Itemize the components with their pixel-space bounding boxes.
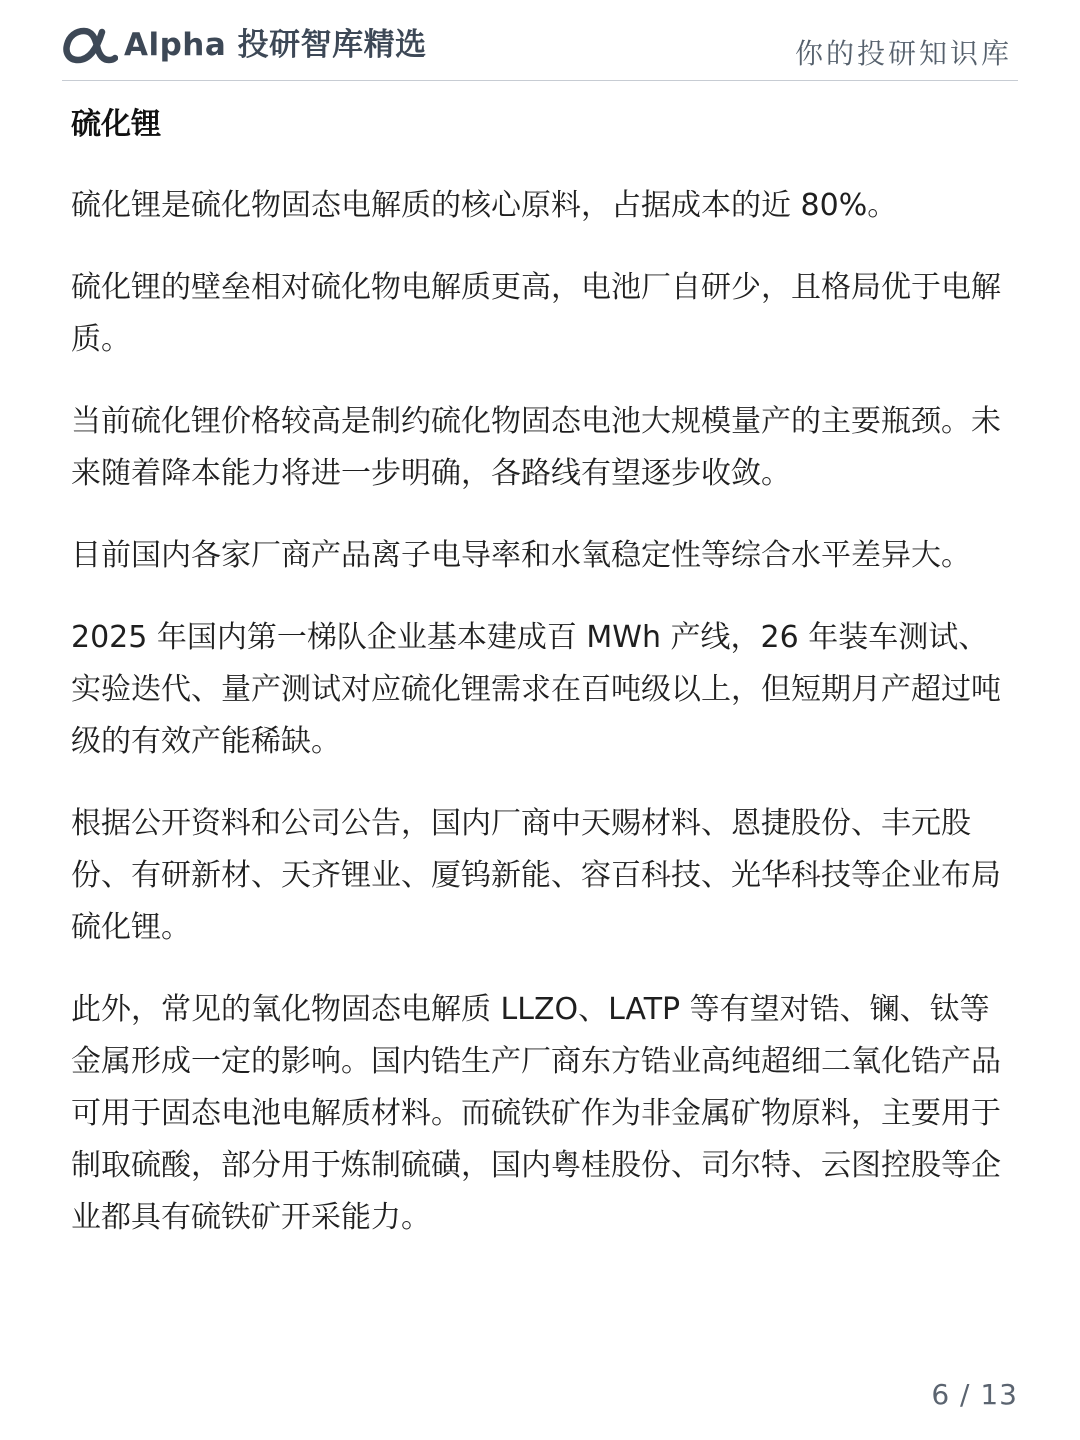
alpha-logo-icon [62,24,118,66]
brand [62,24,427,66]
document-body [71,100,1011,1244]
brand-name: Alpha 投研智库精选 [124,27,427,63]
page-number: 6 / 13 [931,1378,1018,1411]
paragraph: 硫化锂是硫化物固态电解质的核心原料，占据成本的近 80%。 [71,188,898,223]
header-tagline: 你的投研知识库 [794,37,1012,70]
page-header [62,18,1018,81]
paragraph: 此外，常见的氧化物固态电解质 LLZO、LATP 等有望对锆、镧、钛等金属形成一定的影响。国内锆生产厂商东方锆业高纯超细二氧化锆产品可用于固态电池电解质材料。而硫铁矿作为非金属矿物原料，主要用于制取硫酸，部分用于炼制硫磺，国内粤桂股份、司尔特、云图控股等企业都具有硫铁矿开采能力。 [71,992,1001,1235]
paragraph: 2025 年国内第一梯队企业基本建成百 MWh 产线，26 年装车测试、实验迭代、量产测试对应硫化锂需求在百吨级以上，但短期月产超过吨级的有效产能稀缺。 [71,620,1001,759]
paragraph: 目前国内各家厂商产品离子电导率和水氧稳定性等综合水平差异大。 [71,538,971,573]
section-title: 硫化锂 [71,107,161,142]
paragraph: 当前硫化锂价格较高是制约硫化物固态电池大规模量产的主要瓶颈。未来随着降本能力将进一步明确，各路线有望逐步收敛。 [71,404,1001,491]
paragraph: 根据公开资料和公司公告，国内厂商中天赐材料、恩捷股份、丰元股份、有研新材、天齐锂业、厦钨新能、容百科技、光华科技等企业布局硫化锂。 [71,806,1001,945]
paragraph: 硫化锂的壁垒相对硫化物电解质更高，电池厂自研少，且格局优于电解质。 [71,270,1001,357]
